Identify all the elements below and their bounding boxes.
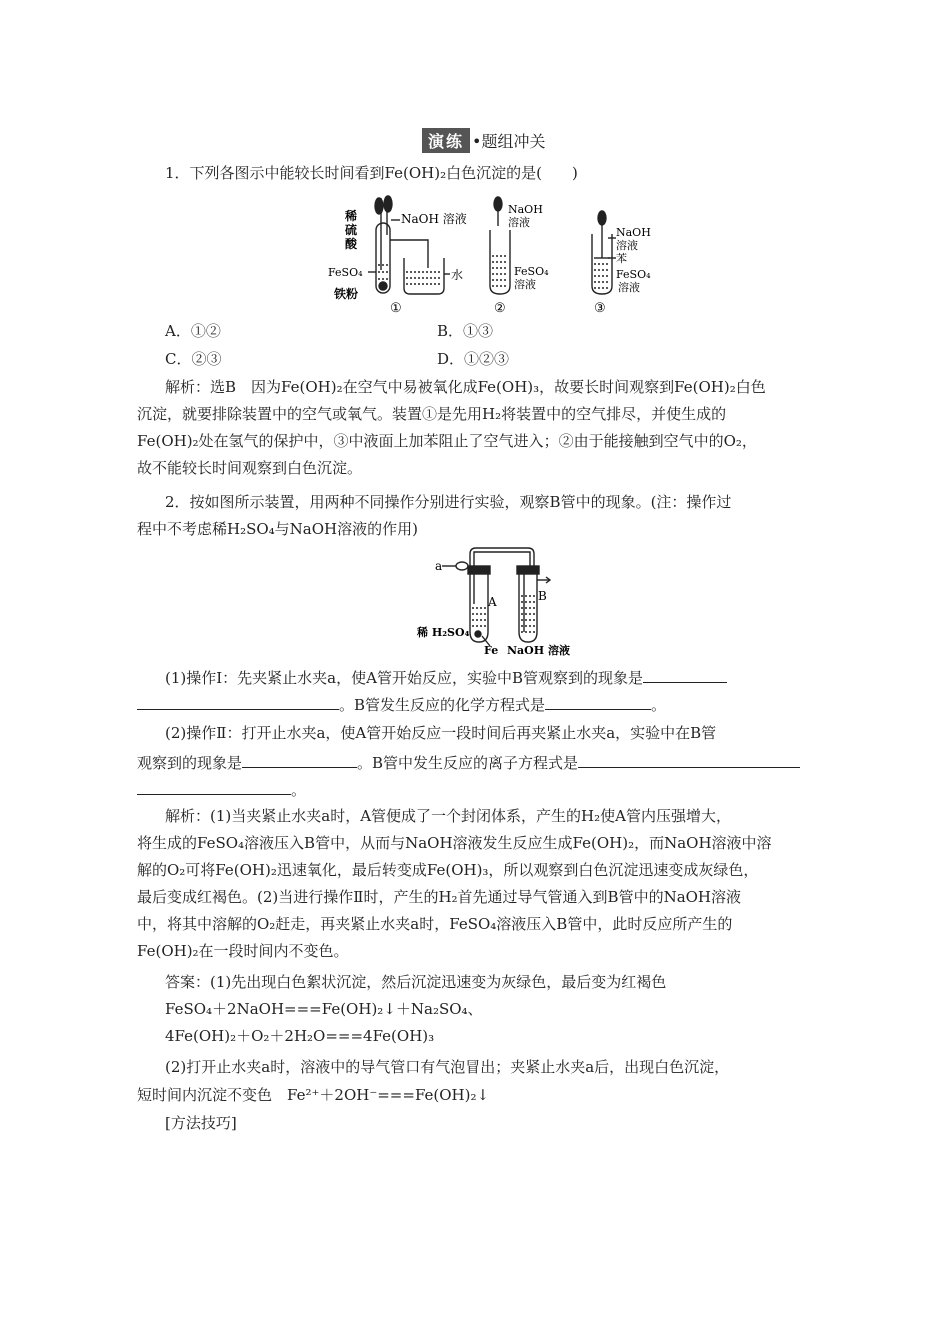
q2-figure [412,544,582,658]
option-b: B．①③ [437,322,494,340]
q1-stem: 1．下列各图示中能较长时间看到Fe(OH)₂白色沉淀的是( ) [165,164,578,182]
q2-op2-line-3 [137,779,306,800]
label-tube3-feso4: FeSO₄ [616,268,651,281]
q1-analysis-line-4: 故不能较长时间观察到白色沉淀。 [137,459,363,477]
q2-analysis-line-4: 最后变成红褐色。(2)当进行操作Ⅱ时，产生的H₂首先通过导气管通入到B管中的NaOH溶液 [137,888,742,906]
label-water: 水 [451,268,464,282]
section-header-box: 演练 [422,128,470,153]
q2-answer-line-2: FeSO₄＋2NaOH===Fe(OH)₂↓＋Na₂SO₄、 [165,1000,483,1018]
q2-op2-line-2 [137,752,800,773]
apparatus-3 [592,211,616,294]
q2-op1-text-2: 。B管发生反应的化学方程式是 [339,696,546,714]
q1-figure [328,190,668,318]
option-d: D．①②③ [437,350,510,368]
q1-analysis-line-1: 解析：选B 因为Fe(OH)₂在空气中易被氧化成Fe(OH)₃，故要长时间观察到Fe(OH)₂白色 [165,378,766,396]
q2-op1-text: (1)操作Ⅰ：先夹紧止水夹a，使A管开始反应，实验中B管观察到的现象是 [165,669,643,687]
label-fe: Fe [484,644,499,657]
q2-analysis-line-6: Fe(OH)₂在一段时间内不变色。 [137,942,349,960]
label-a: a [435,559,443,573]
label-n1: ① [390,301,402,316]
label-dilute-3: 酸 [345,237,358,251]
q2-analysis-line-2: 将生成的FeSO₄溶液压入B管中，从而与NaOH溶液发生反应生成Fe(OH)₂，而NaOH溶液中溶 [137,834,772,852]
label-tube3-feso4-soln: 溶液 [618,281,640,294]
q2-stem-line-1: 2．按如图所示装置，用两种不同操作分别进行实验，观察B管中的现象。(注：操作过 [165,493,732,511]
label-B: B [538,589,547,603]
section-header-title: •题组冲关 [472,131,546,151]
q2-op2-text: 观察到的现象是 [137,754,243,772]
label-feso4-1: FeSO₄ [328,266,363,279]
answer-blank-6[interactable] [137,779,291,795]
label-dilute-1: 稀 [345,209,358,223]
label-iron: 铁粉 [334,287,359,301]
label-naoh: NaOH 溶液 [507,644,570,657]
q2-op2-line-1: (2)操作Ⅱ：打开止水夹a，使A管开始反应一段时间后再夹紧止水夹a，实验中在B管 [165,724,717,742]
label-acid: 稀 H₂SO₄ [417,626,470,639]
answer-blank-1[interactable] [643,667,727,683]
label-tube3-benzene: 苯 [616,252,627,265]
q2-answer-line-3: 4Fe(OH)₂＋O₂＋2H₂O===4Fe(OH)₃ [165,1027,435,1045]
q2-analysis-line-3: 解的O₂可将Fe(OH)₂迅速氧化，最后转变成Fe(OH)₃，所以观察到白色沉淀迅速变成灰绿色， [137,861,759,879]
section-header [422,128,545,152]
label-tube2-naoh: NaOH [508,203,543,216]
label-tube3-naoh: NaOH [616,226,651,239]
q2-op2-end: 。 [291,781,307,799]
q2-op1-end: 。 [651,696,667,714]
method-tips: [方法技巧] [165,1114,237,1132]
q2-op1-line-1 [165,667,727,688]
answer-blank-3[interactable] [545,694,651,710]
label-tube3-soln: 溶液 [616,239,638,252]
apparatus-2 [490,197,510,294]
label-tube2-feso4: FeSO₄ [514,265,549,278]
label-dilute-2: 硫 [345,223,358,237]
label-A: A [488,595,497,609]
apparatus-1 [368,196,450,294]
label-tube2-feso4-soln: 溶液 [514,278,536,291]
q1-analysis-line-3: Fe(OH)₂处在氢气的保护中，③中液面上加苯阻止了空气进入；②由于能接触到空气中的O₂， [137,432,757,450]
label-n3: ③ [594,301,606,316]
label-tube2-soln: 溶液 [508,216,530,229]
q2-op2-text-2: 。B管中发生反应的离子方程式是 [357,754,579,772]
answer-blank-2[interactable] [137,694,339,710]
answer-blank-4[interactable] [242,752,357,768]
q2-op1-line-2 [137,694,666,715]
option-c: C．②③ [165,350,222,368]
option-a: A．①② [165,322,221,340]
q2-answer-line-5: 短时间内沉淀不变色 Fe²⁺＋2OH⁻===Fe(OH)₂↓ [137,1086,490,1104]
q1-analysis-line-2: 沉淀，就要排除装置中的空气或氧气。装置①是先用H₂将装置中的空气排尽，并使生成的 [137,405,727,423]
label-n2: ② [494,301,506,316]
q2-answer-line-4: (2)打开止水夹a时，溶液中的导气管口有气泡冒出；夹紧止水夹a后，出现白色沉淀， [165,1058,730,1076]
q2-answer-line-1: 答案：(1)先出现白色絮状沉淀，然后沉淀迅速变为灰绿色，最后变为红褐色 [165,973,667,991]
answer-blank-5[interactable] [578,752,800,768]
label-naoh-solution: NaOH 溶液 [401,212,467,226]
q2-analysis-line-5: 中，将其中溶解的O₂赶走，再夹紧止水夹a时，FeSO₄溶液压入B管中，此时反应所产生的 [137,915,733,933]
q2-stem-line-2: 程中不考虑稀H₂SO₄与NaOH溶液的作用) [137,520,418,538]
q2-analysis-line-1: 解析：(1)当夹紧止水夹a时，A管便成了一个封闭体系，产生的H₂使A管内压强增大， [165,807,731,825]
